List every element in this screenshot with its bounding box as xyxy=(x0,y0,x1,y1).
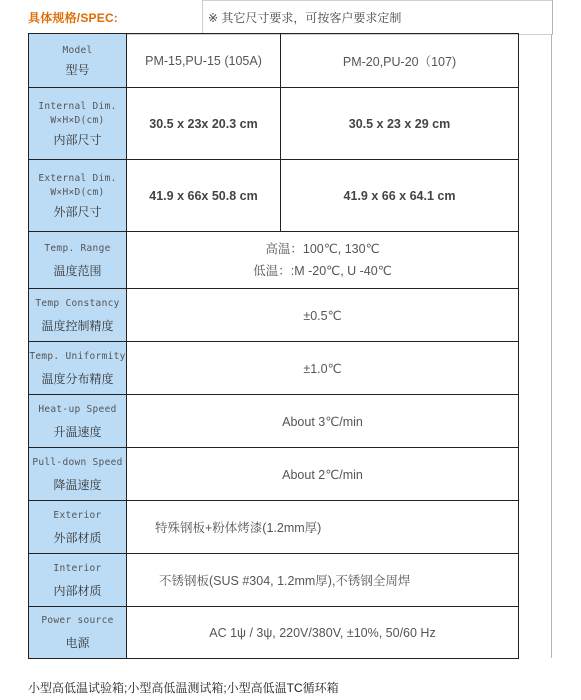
key-pulldown-zh: 降温速度 xyxy=(53,477,102,492)
table-row-temp-range xyxy=(29,232,519,289)
power-value: AC 1ψ / 3ψ, 220V/380V, ±10%, 50/60 Hz xyxy=(127,607,519,659)
key-exterior-en: Exterior xyxy=(53,509,102,521)
external-value-1: 41.9 x 66x 50.8 cm xyxy=(127,160,281,232)
table-row-power xyxy=(29,607,519,659)
table-row-pulldown xyxy=(29,448,519,501)
key-constancy xyxy=(29,289,127,342)
header-divider xyxy=(202,0,203,34)
constancy-value: ±0.5℃ xyxy=(127,289,519,342)
key-power-en: Power source xyxy=(41,615,114,626)
key-uniformity xyxy=(29,342,127,395)
key-external-unit: W×H×D(cm) xyxy=(50,186,105,198)
key-external xyxy=(29,160,127,232)
key-constancy-en: Temp Constancy xyxy=(35,297,120,309)
key-power xyxy=(29,607,127,659)
external-value-2: 41.9 x 66 x 64.1 cm xyxy=(281,160,519,232)
internal-value-1: 30.5 x 23x 20.3 cm xyxy=(127,88,281,160)
key-uniformity-zh: 温度分布精度 xyxy=(41,371,114,386)
footer-keywords: 小型高低温试验箱;小型高低温测试箱;小型高低温TC循环箱 xyxy=(28,681,339,695)
key-exterior xyxy=(29,501,127,554)
key-temp-range-en: Temp. Range xyxy=(44,242,111,254)
table-row-external xyxy=(29,160,519,232)
key-temp-range xyxy=(29,232,127,289)
key-exterior-zh: 外部材质 xyxy=(53,530,102,545)
table-row-heatup xyxy=(29,395,519,448)
model-value-2: PM-20,PU-20（107) xyxy=(281,34,519,88)
key-model-zh: 型号 xyxy=(65,62,90,77)
key-uniformity-en: Temp. Uniformity xyxy=(29,350,126,362)
key-external-en: External Dim. xyxy=(38,172,117,184)
table-row-constancy xyxy=(29,289,519,342)
table-row-interior xyxy=(29,554,519,607)
key-interior-zh: 内部材质 xyxy=(53,583,102,598)
key-internal-en: Internal Dim. xyxy=(38,100,117,112)
key-pulldown-en: Pull-down Speed xyxy=(32,456,123,468)
key-constancy-zh: 温度控制精度 xyxy=(41,318,114,333)
key-external-zh: 外部尺寸 xyxy=(53,204,102,219)
spec-label: 具体规格/SPEC: xyxy=(28,11,119,25)
uniformity-value: ±1.0℃ xyxy=(127,342,519,395)
key-model-en: Model xyxy=(62,44,93,56)
custom-size-note: ※ 其它尺寸要求，可按客户要求定制 xyxy=(208,11,402,25)
table-row-exterior xyxy=(29,501,519,554)
table-row-internal xyxy=(29,88,519,160)
temp-range-low: 低温：:M -20℃, U -40℃ xyxy=(253,264,392,278)
model-value-1: PM-15,PU-15 (105A) xyxy=(127,34,281,88)
table-row-model xyxy=(29,34,519,88)
table-row-uniformity xyxy=(29,342,519,395)
key-temp-range-zh: 温度范围 xyxy=(53,263,102,278)
pulldown-value: About 2℃/min xyxy=(127,448,519,501)
key-power-zh: 电源 xyxy=(65,636,90,650)
key-internal-unit: W×H×D(cm) xyxy=(50,114,105,126)
key-heatup xyxy=(29,395,127,448)
spec-table xyxy=(28,33,519,659)
frame-right-border xyxy=(551,34,552,658)
key-interior xyxy=(29,554,127,607)
header-top-divider xyxy=(202,0,552,1)
key-pulldown xyxy=(29,448,127,501)
key-heatup-zh: 升温速度 xyxy=(53,424,102,439)
key-internal xyxy=(29,88,127,160)
heatup-value: About 3℃/min xyxy=(127,395,519,448)
spec-header xyxy=(28,0,553,35)
interior-value: 不锈钢板(SUS #304, 1.2mm厚),不锈钢全周焊 xyxy=(127,554,519,607)
key-internal-zh: 内部尺寸 xyxy=(53,132,102,147)
key-model xyxy=(29,34,127,88)
key-interior-en: Interior xyxy=(53,562,102,574)
temp-range-value xyxy=(127,232,519,289)
exterior-value: 特殊钢板+粉体烤漆(1.2mm厚) xyxy=(127,501,519,554)
temp-range-high: 高温：100℃, 130℃ xyxy=(265,242,380,256)
internal-value-2: 30.5 x 23 x 29 cm xyxy=(281,88,519,160)
key-heatup-en: Heat-up Speed xyxy=(38,403,117,415)
